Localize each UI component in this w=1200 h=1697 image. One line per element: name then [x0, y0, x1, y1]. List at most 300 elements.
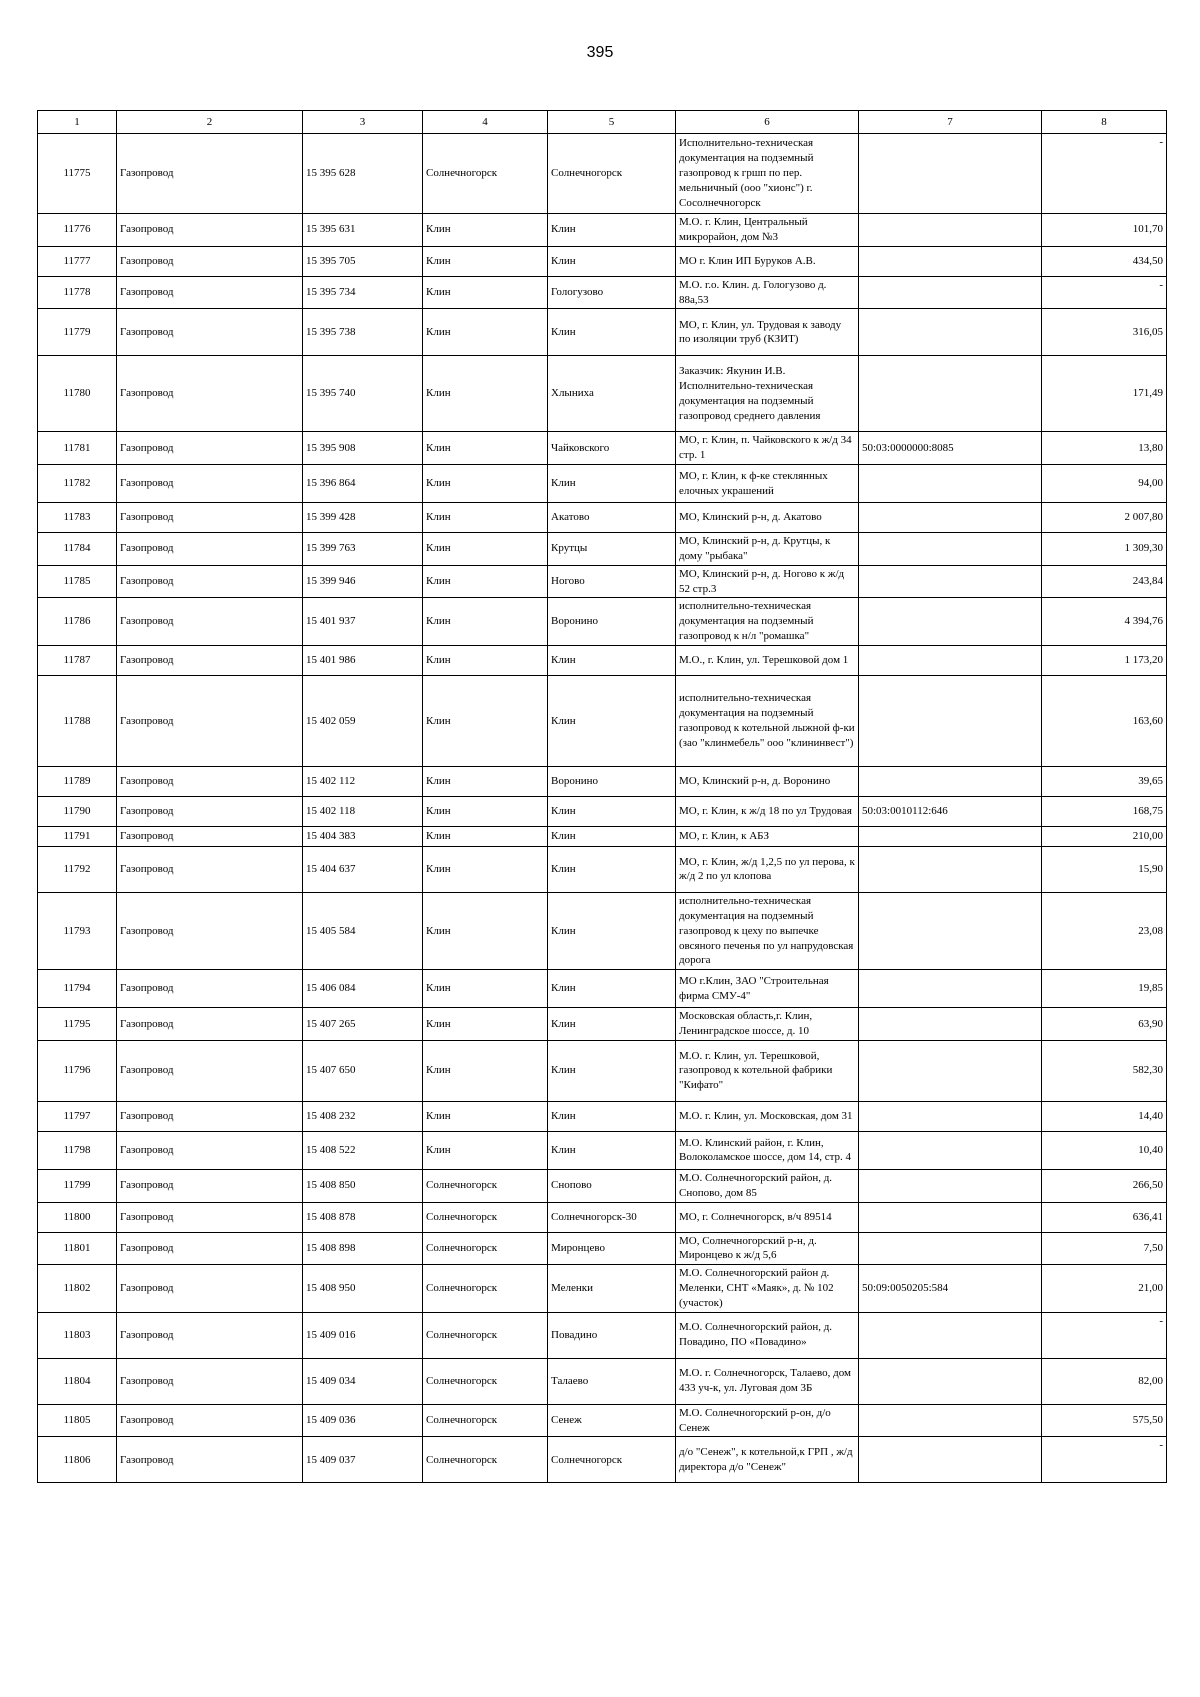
locality-cell: Чайковского	[548, 432, 676, 465]
cadastral-number-cell	[859, 1101, 1042, 1131]
value-cell: 171,49	[1042, 356, 1167, 432]
value-cell: 14,40	[1042, 1101, 1167, 1131]
row-number-cell: 11799	[38, 1169, 117, 1202]
address-description-cell: Исполнительно-техническая документация на подземный газопровод к гршп по пер. мельничный (ооо "хионс") г. Сосолнечногорск	[676, 134, 859, 214]
table-row	[38, 1131, 1167, 1169]
address-description-cell: МО г.Клин, ЗАО "Строительная фирма СМУ-4"	[676, 970, 859, 1008]
district-cell: Клин	[423, 533, 548, 566]
value-cell: 243,84	[1042, 565, 1167, 598]
row-number-cell: 11787	[38, 645, 117, 675]
district-cell: Клин	[423, 796, 548, 826]
district-cell: Клин	[423, 598, 548, 646]
table-row	[38, 1358, 1167, 1404]
value-cell: 4 394,76	[1042, 598, 1167, 646]
table-row	[38, 309, 1167, 356]
cadastral-number-cell	[859, 598, 1042, 646]
value-cell: 10,40	[1042, 1131, 1167, 1169]
district-cell: Клин	[423, 1040, 548, 1101]
registry-code-cell: 15 399 946	[303, 565, 423, 598]
table-row	[38, 1312, 1167, 1358]
locality-cell: Миронцево	[548, 1232, 676, 1265]
row-number-cell: 11778	[38, 276, 117, 309]
table-row	[38, 826, 1167, 846]
registry-code-cell: 15 406 084	[303, 970, 423, 1008]
address-description-cell: МО, г. Клин, к ж/д 18 по ул Трудовая	[676, 796, 859, 826]
row-number-cell: 11791	[38, 826, 117, 846]
row-number-cell: 11796	[38, 1040, 117, 1101]
registry-code-cell: 15 407 650	[303, 1040, 423, 1101]
object-type-cell: Газопровод	[117, 276, 303, 309]
object-type-cell: Газопровод	[117, 675, 303, 766]
address-description-cell: М.О. г.о. Клин. д. Гологузово д. 88а,53	[676, 276, 859, 309]
address-description-cell: исполнительно-техническая документация на подземный газопровод к н/л "ромашка"	[676, 598, 859, 646]
object-type-cell: Газопровод	[117, 356, 303, 432]
value-cell: 63,90	[1042, 1008, 1167, 1041]
row-number-cell: 11805	[38, 1404, 117, 1437]
column-header: 8	[1042, 111, 1167, 134]
value-cell: 19,85	[1042, 970, 1167, 1008]
locality-cell: Сенеж	[548, 1404, 676, 1437]
table-row	[38, 356, 1167, 432]
locality-cell: Клин	[548, 246, 676, 276]
district-cell: Клин	[423, 1008, 548, 1041]
cadastral-number-cell	[859, 1169, 1042, 1202]
row-number-cell: 11793	[38, 892, 117, 969]
value-cell: 168,75	[1042, 796, 1167, 826]
address-description-cell: МО, г. Клин, ул. Трудовая к заводу по изоляции труб (КЗИТ)	[676, 309, 859, 356]
district-cell: Солнечногорск	[423, 1232, 548, 1265]
value-cell: 266,50	[1042, 1169, 1167, 1202]
cadastral-number-cell	[859, 1131, 1042, 1169]
registry-code-cell: 15 402 112	[303, 766, 423, 796]
district-cell: Клин	[423, 246, 548, 276]
value-cell: 1 309,30	[1042, 533, 1167, 566]
table-row	[38, 1040, 1167, 1101]
page-number: 395	[586, 44, 614, 61]
object-type-cell: Газопровод	[117, 1101, 303, 1131]
cadastral-number-cell	[859, 1312, 1042, 1358]
row-number-cell: 11781	[38, 432, 117, 465]
value-cell: 316,05	[1042, 309, 1167, 356]
locality-cell: Солнечногорск-30	[548, 1202, 676, 1232]
table-row	[38, 1437, 1167, 1483]
locality-cell: Клин	[548, 892, 676, 969]
row-number-cell: 11803	[38, 1312, 117, 1358]
value-cell: 7,50	[1042, 1232, 1167, 1265]
district-cell: Клин	[423, 565, 548, 598]
registry-code-cell: 15 408 950	[303, 1265, 423, 1313]
row-number-cell: 11777	[38, 246, 117, 276]
object-type-cell: Газопровод	[117, 134, 303, 214]
row-number-cell: 11783	[38, 503, 117, 533]
cadastral-number-cell	[859, 1008, 1042, 1041]
row-number-cell: 11794	[38, 970, 117, 1008]
table-header	[38, 111, 1167, 134]
value-cell: 636,41	[1042, 1202, 1167, 1232]
locality-cell: Акатово	[548, 503, 676, 533]
value-cell: 210,00	[1042, 826, 1167, 846]
value-cell: -	[1042, 276, 1167, 309]
row-number-cell: 11792	[38, 846, 117, 892]
district-cell: Солнечногорск	[423, 1312, 548, 1358]
district-cell: Солнечногорск	[423, 1169, 548, 1202]
cadastral-number-cell	[859, 1437, 1042, 1483]
registry-code-cell: 15 409 016	[303, 1312, 423, 1358]
value-cell: 434,50	[1042, 246, 1167, 276]
address-description-cell: д/о "Сенеж", к котельной,к ГРП , ж/д директора д/о "Сенеж"	[676, 1437, 859, 1483]
column-number-row	[38, 111, 1167, 134]
address-description-cell: М.О. Солнечногорский район, д. Повадино, ПО «Повадино»	[676, 1312, 859, 1358]
cadastral-number-cell	[859, 214, 1042, 247]
column-header: 5	[548, 111, 676, 134]
table-row	[38, 503, 1167, 533]
address-description-cell: исполнительно-техническая документация на подземный газопровод к цеху по выпечке овсяного печенья по ул напрудовская дорога	[676, 892, 859, 969]
registry-code-cell: 15 395 628	[303, 134, 423, 214]
table-row	[38, 846, 1167, 892]
district-cell: Клин	[423, 826, 548, 846]
registry-code-cell: 15 396 864	[303, 465, 423, 503]
object-type-cell: Газопровод	[117, 1404, 303, 1437]
cadastral-number-cell	[859, 766, 1042, 796]
cadastral-number-cell	[859, 846, 1042, 892]
cadastral-number-cell: 50:03:0010112:646	[859, 796, 1042, 826]
table-row	[38, 970, 1167, 1008]
table-row	[38, 675, 1167, 766]
row-number-cell: 11789	[38, 766, 117, 796]
table-row	[38, 432, 1167, 465]
address-description-cell: МО, г. Клин, к АБЗ	[676, 826, 859, 846]
registry-code-cell: 15 408 522	[303, 1131, 423, 1169]
cadastral-number-cell	[859, 533, 1042, 566]
cadastral-number-cell	[859, 1358, 1042, 1404]
district-cell: Клин	[423, 766, 548, 796]
row-number-cell: 11804	[38, 1358, 117, 1404]
locality-cell: Клин	[548, 846, 676, 892]
value-cell: 23,08	[1042, 892, 1167, 969]
value-cell: 94,00	[1042, 465, 1167, 503]
cadastral-number-cell	[859, 645, 1042, 675]
registry-code-cell: 15 404 637	[303, 846, 423, 892]
locality-cell: Клин	[548, 645, 676, 675]
object-type-cell: Газопровод	[117, 645, 303, 675]
object-type-cell: Газопровод	[117, 503, 303, 533]
locality-cell: Хлыниха	[548, 356, 676, 432]
value-cell: 2 007,80	[1042, 503, 1167, 533]
registry-code-cell: 15 399 763	[303, 533, 423, 566]
locality-cell: Меленки	[548, 1265, 676, 1313]
district-cell: Клин	[423, 1101, 548, 1131]
locality-cell: Воронино	[548, 766, 676, 796]
locality-cell: Клин	[548, 826, 676, 846]
object-type-cell: Газопровод	[117, 1202, 303, 1232]
locality-cell: Солнечногорск	[548, 134, 676, 214]
district-cell: Солнечногорск	[423, 1202, 548, 1232]
address-description-cell: М.О. Солнечногорский район, д. Снопово, дом 85	[676, 1169, 859, 1202]
object-type-cell: Газопровод	[117, 465, 303, 503]
object-type-cell: Газопровод	[117, 1312, 303, 1358]
row-number-cell: 11795	[38, 1008, 117, 1041]
table-row	[38, 796, 1167, 826]
registry-code-cell: 15 404 383	[303, 826, 423, 846]
table-body	[38, 134, 1167, 1483]
value-cell: 582,30	[1042, 1040, 1167, 1101]
registry-code-cell: 15 408 232	[303, 1101, 423, 1131]
row-number-cell: 11785	[38, 565, 117, 598]
table-row	[38, 246, 1167, 276]
object-type-cell: Газопровод	[117, 533, 303, 566]
locality-cell: Повадино	[548, 1312, 676, 1358]
locality-cell: Ногово	[548, 565, 676, 598]
district-cell: Клин	[423, 892, 548, 969]
locality-cell: Солнечногорск	[548, 1437, 676, 1483]
cadastral-number-cell	[859, 1232, 1042, 1265]
address-description-cell: МО, Клинский р-н, д. Ногово к ж/д 52 стр.3	[676, 565, 859, 598]
registry-code-cell: 15 408 898	[303, 1232, 423, 1265]
address-description-cell: М.О. Солнечногорский р-он, д/о Сенеж	[676, 1404, 859, 1437]
object-type-cell: Газопровод	[117, 309, 303, 356]
address-description-cell: МО, г. Клин, ж/д 1,2,5 по ул перова, к ж/д 2 по ул клопова	[676, 846, 859, 892]
object-type-cell: Газопровод	[117, 1131, 303, 1169]
column-header: 2	[117, 111, 303, 134]
district-cell: Клин	[423, 214, 548, 247]
locality-cell: Клин	[548, 796, 676, 826]
registry-code-cell: 15 395 740	[303, 356, 423, 432]
object-type-cell: Газопровод	[117, 846, 303, 892]
table-row	[38, 276, 1167, 309]
row-number-cell: 11779	[38, 309, 117, 356]
registry-code-cell: 15 408 878	[303, 1202, 423, 1232]
registry-code-cell: 15 405 584	[303, 892, 423, 969]
object-type-cell: Газопровод	[117, 970, 303, 1008]
locality-cell: Клин	[548, 465, 676, 503]
locality-cell: Клин	[548, 970, 676, 1008]
value-cell: 1 173,20	[1042, 645, 1167, 675]
locality-cell: Клин	[548, 1008, 676, 1041]
district-cell: Клин	[423, 675, 548, 766]
table-row	[38, 134, 1167, 214]
address-description-cell: М.О. Клинский район, г. Клин, Волоколамское шоссе, дом 14, стр. 4	[676, 1131, 859, 1169]
district-cell: Клин	[423, 846, 548, 892]
locality-cell: Гологузово	[548, 276, 676, 309]
registry-code-cell: 15 395 908	[303, 432, 423, 465]
address-description-cell: МО, г. Клин, п. Чайковского к ж/д 34 стр. 1	[676, 432, 859, 465]
value-cell: 82,00	[1042, 1358, 1167, 1404]
district-cell: Солнечногорск	[423, 134, 548, 214]
object-type-cell: Газопровод	[117, 598, 303, 646]
value-cell: 21,00	[1042, 1265, 1167, 1313]
address-description-cell: МО г. Клин ИП Буруков А.В.	[676, 246, 859, 276]
registry-code-cell: 15 402 059	[303, 675, 423, 766]
cadastral-number-cell	[859, 246, 1042, 276]
object-type-cell: Газопровод	[117, 1169, 303, 1202]
row-number-cell: 11788	[38, 675, 117, 766]
row-number-cell: 11790	[38, 796, 117, 826]
value-cell: 13,80	[1042, 432, 1167, 465]
register-table	[37, 110, 1167, 1483]
registry-code-cell: 15 401 986	[303, 645, 423, 675]
object-type-cell: Газопровод	[117, 826, 303, 846]
table-row	[38, 1101, 1167, 1131]
registry-code-cell: 15 401 937	[303, 598, 423, 646]
registry-code-cell: 15 395 738	[303, 309, 423, 356]
table-row	[38, 892, 1167, 969]
cadastral-number-cell	[859, 565, 1042, 598]
locality-cell: Талаево	[548, 1358, 676, 1404]
cadastral-number-cell	[859, 134, 1042, 214]
row-number-cell: 11802	[38, 1265, 117, 1313]
address-description-cell: МО, Клинский р-н, д. Воронино	[676, 766, 859, 796]
column-header: 1	[38, 111, 117, 134]
address-description-cell: М.О. Солнечногорский район д. Меленки, СНТ «Маяк», д. № 102 (участок)	[676, 1265, 859, 1313]
locality-cell: Крутцы	[548, 533, 676, 566]
address-description-cell: МО, г. Клин, к ф-ке стеклянных елочных украшений	[676, 465, 859, 503]
registry-code-cell: 15 409 036	[303, 1404, 423, 1437]
row-number-cell: 11798	[38, 1131, 117, 1169]
object-type-cell: Газопровод	[117, 1040, 303, 1101]
district-cell: Клин	[423, 309, 548, 356]
address-description-cell: Заказчик: Якунин И.В. Исполнительно-техническая документация на подземный газопровод среднего давления	[676, 356, 859, 432]
registry-code-cell: 15 408 850	[303, 1169, 423, 1202]
value-cell: 39,65	[1042, 766, 1167, 796]
registry-code-cell: 15 399 428	[303, 503, 423, 533]
registry-code-cell: 15 395 705	[303, 246, 423, 276]
table-row	[38, 214, 1167, 247]
row-number-cell: 11806	[38, 1437, 117, 1483]
object-type-cell: Газопровод	[117, 1358, 303, 1404]
table-row	[38, 1265, 1167, 1313]
address-description-cell: Московская область,г. Клин, Ленинградское шоссе, д. 10	[676, 1008, 859, 1041]
table-row	[38, 1404, 1167, 1437]
cadastral-number-cell	[859, 970, 1042, 1008]
value-cell: -	[1042, 134, 1167, 214]
cadastral-number-cell	[859, 1202, 1042, 1232]
locality-cell: Клин	[548, 1131, 676, 1169]
column-header: 4	[423, 111, 548, 134]
value-cell: 15,90	[1042, 846, 1167, 892]
object-type-cell: Газопровод	[117, 246, 303, 276]
district-cell: Клин	[423, 432, 548, 465]
object-type-cell: Газопровод	[117, 796, 303, 826]
table-row	[38, 598, 1167, 646]
row-number-cell: 11800	[38, 1202, 117, 1232]
row-number-cell: 11786	[38, 598, 117, 646]
column-header: 6	[676, 111, 859, 134]
district-cell: Солнечногорск	[423, 1265, 548, 1313]
value-cell: -	[1042, 1312, 1167, 1358]
district-cell: Клин	[423, 276, 548, 309]
address-description-cell: М.О. г. Клин, ул. Терешковой, газопровод к котельной фабрики "Кифато"	[676, 1040, 859, 1101]
object-type-cell: Газопровод	[117, 214, 303, 247]
registry-code-cell: 15 395 734	[303, 276, 423, 309]
address-description-cell: МО, Солнечногорский р-н, д. Миронцево к ж/д 5,6	[676, 1232, 859, 1265]
table-row	[38, 1169, 1167, 1202]
object-type-cell: Газопровод	[117, 1008, 303, 1041]
table-row	[38, 565, 1167, 598]
cadastral-number-cell	[859, 1404, 1042, 1437]
row-number-cell: 11775	[38, 134, 117, 214]
address-description-cell: МО, Клинский р-н, д. Акатово	[676, 503, 859, 533]
registry-code-cell: 15 409 037	[303, 1437, 423, 1483]
cadastral-number-cell	[859, 1040, 1042, 1101]
object-type-cell: Газопровод	[117, 1232, 303, 1265]
cadastral-number-cell	[859, 826, 1042, 846]
cadastral-number-cell: 50:03:0000000:8085	[859, 432, 1042, 465]
district-cell: Солнечногорск	[423, 1358, 548, 1404]
district-cell: Клин	[423, 1131, 548, 1169]
address-description-cell: исполнительно-техническая документация на подземный газопровод к котельной лыжной ф-ки (зао "клинмебель" ооо "клининвест")	[676, 675, 859, 766]
locality-cell: Клин	[548, 309, 676, 356]
district-cell: Клин	[423, 970, 548, 1008]
address-description-cell: М.О., г. Клин, ул. Терешковой дом 1	[676, 645, 859, 675]
address-description-cell: М.О. г. Солнечногорск, Талаево, дом 433 уч-к, ул. Луговая дом 3Б	[676, 1358, 859, 1404]
value-cell: -	[1042, 1437, 1167, 1483]
locality-cell: Клин	[548, 214, 676, 247]
table-row	[38, 766, 1167, 796]
registry-code-cell: 15 402 118	[303, 796, 423, 826]
district-cell: Клин	[423, 356, 548, 432]
district-cell: Солнечногорск	[423, 1404, 548, 1437]
cadastral-number-cell	[859, 276, 1042, 309]
object-type-cell: Газопровод	[117, 1437, 303, 1483]
locality-cell: Клин	[548, 1101, 676, 1131]
cadastral-number-cell	[859, 675, 1042, 766]
object-type-cell: Газопровод	[117, 766, 303, 796]
row-number-cell: 11782	[38, 465, 117, 503]
table-row	[38, 1232, 1167, 1265]
table-row	[38, 465, 1167, 503]
value-cell: 163,60	[1042, 675, 1167, 766]
table-row	[38, 645, 1167, 675]
cadastral-number-cell	[859, 892, 1042, 969]
object-type-cell: Газопровод	[117, 432, 303, 465]
value-cell: 101,70	[1042, 214, 1167, 247]
object-type-cell: Газопровод	[117, 1265, 303, 1313]
column-header: 3	[303, 111, 423, 134]
cadastral-number-cell	[859, 356, 1042, 432]
cadastral-number-cell	[859, 465, 1042, 503]
row-number-cell: 11801	[38, 1232, 117, 1265]
table-row	[38, 533, 1167, 566]
column-header: 7	[859, 111, 1042, 134]
cadastral-number-cell	[859, 309, 1042, 356]
cadastral-number-cell: 50:09:0050205:584	[859, 1265, 1042, 1313]
locality-cell: Клин	[548, 675, 676, 766]
row-number-cell: 11797	[38, 1101, 117, 1131]
table-row	[38, 1008, 1167, 1041]
locality-cell: Воронино	[548, 598, 676, 646]
registry-code-cell: 15 395 631	[303, 214, 423, 247]
address-description-cell: М.О. г. Клин, ул. Московская, дом 31	[676, 1101, 859, 1131]
address-description-cell: МО, г. Солнечногорск, в/ч 89514	[676, 1202, 859, 1232]
row-number-cell: 11776	[38, 214, 117, 247]
cadastral-number-cell	[859, 503, 1042, 533]
locality-cell: Снопово	[548, 1169, 676, 1202]
address-description-cell: М.О. г. Клин, Центральный микрорайон, дом №3	[676, 214, 859, 247]
registry-code-cell: 15 409 034	[303, 1358, 423, 1404]
district-cell: Клин	[423, 645, 548, 675]
address-description-cell: МО, Клинский р-н, д. Крутцы, к дому "рыбака"	[676, 533, 859, 566]
value-cell: 575,50	[1042, 1404, 1167, 1437]
table-row	[38, 1202, 1167, 1232]
district-cell: Клин	[423, 503, 548, 533]
row-number-cell: 11784	[38, 533, 117, 566]
object-type-cell: Газопровод	[117, 892, 303, 969]
district-cell: Солнечногорск	[423, 1437, 548, 1483]
object-type-cell: Газопровод	[117, 565, 303, 598]
registry-code-cell: 15 407 265	[303, 1008, 423, 1041]
district-cell: Клин	[423, 465, 548, 503]
locality-cell: Клин	[548, 1040, 676, 1101]
